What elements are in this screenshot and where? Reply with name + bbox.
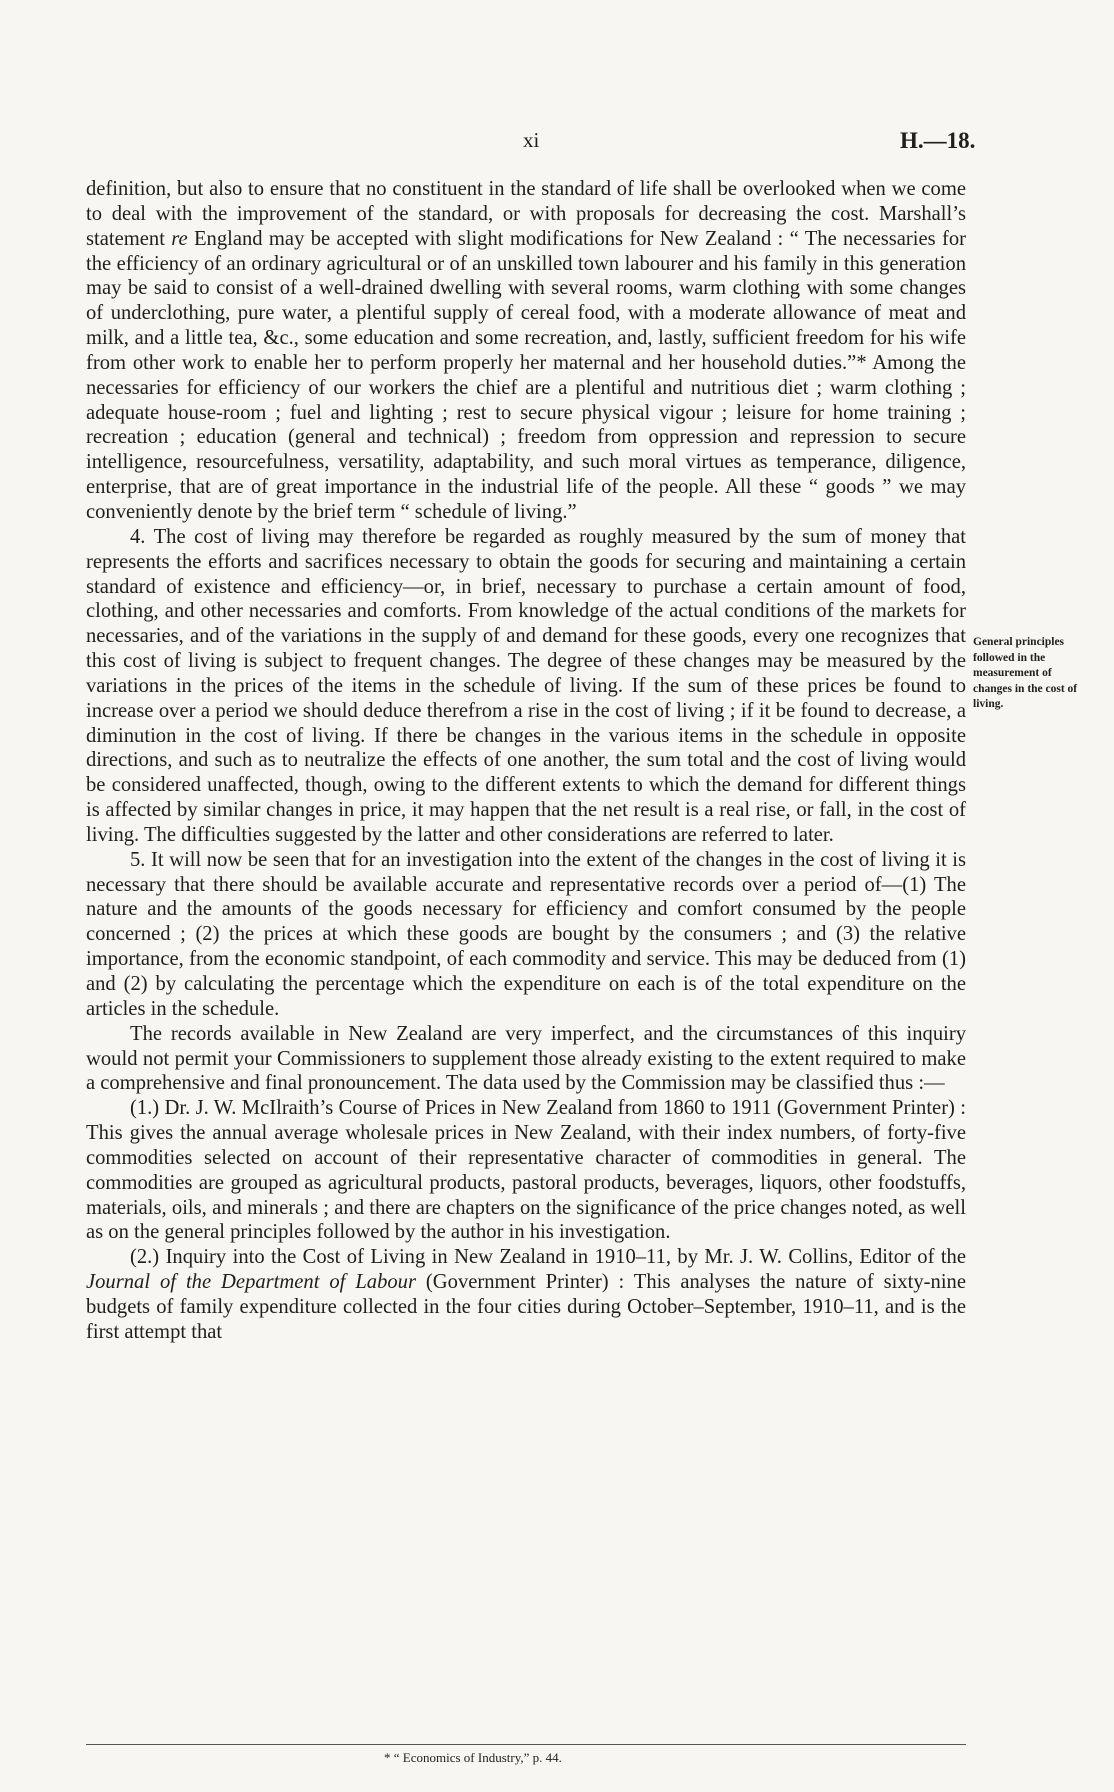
margin-note: General principles followed in the measurement of changes in the cost of living.: [973, 636, 1078, 710]
paragraph: (1.) Dr. J. W. McIlraith’s Course of Prices in New Zealand from 1860 to 1911 (Government Printer) : This gives the annual average wholesale prices in New Zealand, with their index numbers, of forty-five commodities selected on account of their representative character of commodities in general. The commodities are grouped as agricultural products, pastoral products, beverages, liquors, other foodstuffs, materials, oils, and minerals ; and there are chapters on the significance of the price changes noted, as well as on the general principles followed by the author in his investigation.: [86, 1097, 966, 1244]
paragraph: 4. The cost of living may therefore be regarded as roughly measured by the sum of money that represents the efforts and sacrifices necessary to obtain the goods for securing and maintaining a certain standard of existence and efficiency—or, in brief, necessary to purchase a certain amount of food, clothing, and other necessaries and comforts. From knowledge of the actual conditions of the markets for necessaries, and of the variations in the supply of and demand for these goods, every one recognizes that this cost of living is subject to frequent changes. The degree of these changes may be measured by the variations in the prices of the items in the schedule of living. If the sum of these prices be found to increase over a period we should deduce therefrom a rise in the cost of living ; if it be found to decrease, a diminution in the cost of living. If there be changes in the various items in the schedule in opposite directions, and such as to neutralize the effects of one another, the sum total and the cost of living would be considered unaffected, though, owing to the different extents to which the demand for different things is affected by similar changes in price, it may happen that the net result is a real rise, or fall, in the cost of living. The difficulties suggested by the latter and other considerations are referred to later.: [86, 525, 966, 846]
page-number: xi: [523, 128, 540, 152]
paragraph: definition, but also to ensure that no constituent in the standard of life shall be overlooked when we come to deal with the improvement of the standard, or with proposals for decreasing the cost. Marshall’s statement re England may be accepted with slight modifications for New Zealand : “ The necessaries for the efficiency of an ordinary agricultural or of an unskilled town labourer and his family in this generation may be said to consist of a well-drained dwelling with several rooms, warm clothing with some changes of underclothing, pure water, a plentiful supply of cereal food, with a moderate allowance of meat and milk, and a little tea, &c., some education and some recreation, and, lastly, sufficient freedom for his wife from other work to enable her to perform properly her maternal and her household duties.”* Among the necessaries for efficiency of our workers the chief are a plentiful and nutritious diet ; warm clothing ; adequate house-room ; fuel and lighting ; rest to secure physical vigour ; leisure for home training ; recreation ; education (general and technical) ; freedom from oppression and repression to secure intelligence, resourcefulness, versatility, adaptability, and such moral virtues as temperance, diligence, enterprise, that are of great importance in the industrial life of the people. All these “ goods ” we may conveniently denote by the brief term “ schedule of living.”: [86, 178, 966, 523]
main-text: [86, 177, 966, 1345]
document-reference: H.—18.: [900, 128, 976, 153]
footnote: * “ Economics of Industry,” p. 44.: [384, 1750, 562, 1765]
footnote-divider: [86, 1744, 966, 1745]
paragraph: The records available in New Zealand are very imperfect, and the circumstances of this inquiry would not permit your Commissioners to supplement those already existing to the extent required to make a comprehensive and final pronouncement. The data used by the Commission may be classified thus :—: [86, 1022, 966, 1095]
paragraph: 5. It will now be seen that for an investigation into the extent of the changes in the cost of living it is necessary that there should be available accurate and representative records over a period of—(1) The nature and the amounts of the goods necessary for efficiency and comfort consumed by the people concerned ; (2) the prices at which these goods are bought by the consumers ; and (3) the relative importance, from the economic standpoint, of each commodity and service. This may be deduced from (1) and (2) by calculating the percentage which the expenditure on each is of the total expenditure on the articles in the schedule.: [86, 848, 966, 1020]
paragraph: (2.) Inquiry into the Cost of Living in New Zealand in 1910–11, by Mr. J. W. Collins, Editor of the Journal of the Department of Labour (Government Printer) : This analyses the nature of sixty-nine budgets of family expenditure collected in the four cities during October–September, 1910–11, and is the first attempt that: [86, 1246, 966, 1343]
